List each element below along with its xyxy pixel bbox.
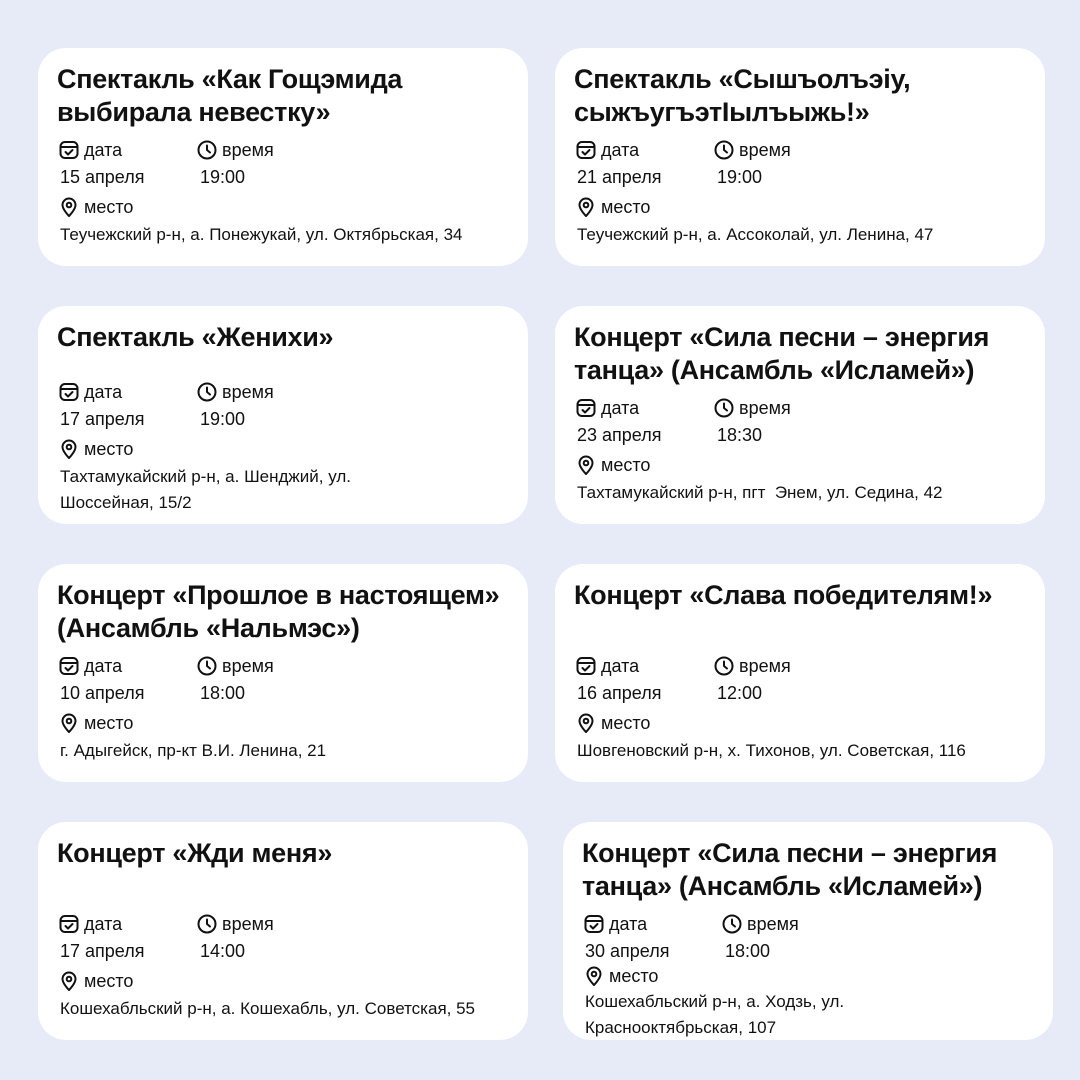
- location-pin-icon: [575, 196, 597, 218]
- time-label-text: время: [739, 139, 791, 160]
- date-label-text: дата: [84, 381, 123, 402]
- calendar-icon: [58, 655, 80, 677]
- place-label: [58, 969, 133, 993]
- time-label: [721, 912, 799, 936]
- event-card: [555, 306, 1045, 524]
- event-card: [563, 822, 1053, 1040]
- place-label: [58, 437, 133, 461]
- event-address: Тахтамукайский р-н, а. Шенджий, ул. Шоссейная, 15/2: [60, 467, 352, 512]
- calendar-icon: [58, 139, 80, 161]
- event-address: Теучежский р-н, а. Понежукай, ул. Октябрьская, 34: [60, 225, 463, 244]
- event-time: 12:00: [717, 683, 763, 703]
- clock-icon: [196, 913, 218, 935]
- time-label-text: время: [222, 655, 274, 676]
- calendar-icon: [58, 381, 80, 403]
- location-pin-icon: [575, 454, 597, 476]
- event-address: г. Адыгейск, пр-кт В.И. Ленина, 21: [60, 741, 327, 760]
- time-label-text: время: [739, 655, 791, 676]
- date-label-text: дата: [84, 139, 123, 160]
- event-card: [38, 48, 528, 266]
- date-label: [58, 380, 122, 404]
- event-title: Концерт «Жди меня»: [57, 838, 333, 868]
- place-label: [58, 711, 133, 735]
- clock-icon: [196, 381, 218, 403]
- event-card: [555, 564, 1045, 782]
- event-title: Концерт «Сила песни – энергия танца» (Ансамбль «Исламей»): [582, 838, 998, 901]
- event-title: Концерт «Прошлое в настоящем» (Ансамбль «Нальмэс»): [57, 580, 500, 643]
- place-label: [583, 964, 658, 988]
- location-pin-icon: [58, 970, 80, 992]
- location-pin-icon: [58, 196, 80, 218]
- date-label-text: дата: [601, 397, 640, 418]
- place-label-text: место: [84, 438, 134, 459]
- place-label: [58, 195, 133, 219]
- date-label-text: дата: [601, 139, 640, 160]
- location-pin-icon: [575, 712, 597, 734]
- place-label-text: место: [601, 196, 651, 217]
- event-date: 16 апреля: [577, 683, 662, 703]
- date-label: [575, 396, 639, 420]
- place-label-text: место: [601, 712, 651, 733]
- time-label-text: время: [222, 139, 274, 160]
- date-label: [575, 654, 639, 678]
- place-label: [575, 453, 650, 477]
- event-address: Теучежский р-н, а. Ассоколай, ул. Ленина, 47: [577, 225, 934, 244]
- event-title: Спектакль «Женихи»: [57, 322, 334, 352]
- time-label-text: время: [739, 397, 791, 418]
- time-label: [196, 380, 274, 404]
- clock-icon: [713, 655, 735, 677]
- calendar-icon: [583, 913, 605, 935]
- place-label-text: место: [601, 454, 651, 475]
- time-label-text: время: [222, 381, 274, 402]
- place-label: [575, 711, 650, 735]
- date-label-text: дата: [84, 655, 123, 676]
- event-time: 19:00: [717, 167, 763, 187]
- event-title: Концерт «Сила песни – энергия танца» (Ансамбль «Исламей»): [574, 322, 990, 385]
- event-card: [38, 306, 528, 524]
- event-address: Кошехабльский р-н, а. Ходзь, ул. Краснооктябрьская, 107: [585, 992, 845, 1037]
- place-label-text: место: [84, 196, 134, 217]
- date-label: [58, 654, 122, 678]
- event-time: 18:30: [717, 425, 763, 445]
- date-label-text: дата: [609, 913, 648, 934]
- location-pin-icon: [58, 712, 80, 734]
- event-time: 18:00: [200, 683, 246, 703]
- event-time: 19:00: [200, 167, 246, 187]
- date-label: [575, 138, 639, 162]
- clock-icon: [713, 139, 735, 161]
- event-date: 15 апреля: [60, 167, 145, 187]
- time-label-text: время: [747, 913, 799, 934]
- calendar-icon: [575, 397, 597, 419]
- calendar-icon: [575, 139, 597, 161]
- event-time: 19:00: [200, 409, 246, 429]
- time-label: [196, 912, 274, 936]
- place-label: [575, 195, 650, 219]
- place-label-text: место: [84, 970, 134, 991]
- event-date: 30 апреля: [585, 941, 670, 961]
- date-label: [58, 138, 122, 162]
- time-label-text: время: [222, 913, 274, 934]
- clock-icon: [713, 397, 735, 419]
- location-pin-icon: [583, 965, 605, 987]
- event-time: 18:00: [725, 941, 771, 961]
- calendar-icon: [58, 913, 80, 935]
- clock-icon: [196, 655, 218, 677]
- time-label: [713, 396, 791, 420]
- event-date: 17 апреля: [60, 409, 145, 429]
- calendar-icon: [575, 655, 597, 677]
- event-date: 21 апреля: [577, 167, 662, 187]
- event-title: Концерт «Слава победителям!»: [574, 580, 993, 610]
- event-time: 14:00: [200, 941, 246, 961]
- event-card: [555, 48, 1045, 266]
- event-title: Спектакль «Как Гощэмида выбирала невестку»: [57, 64, 403, 127]
- place-label-text: место: [84, 712, 134, 733]
- place-label-text: место: [609, 965, 659, 986]
- time-label: [713, 138, 791, 162]
- time-label: [713, 654, 791, 678]
- event-card: [38, 564, 528, 782]
- clock-icon: [721, 913, 743, 935]
- event-address: Шовгеновский р-н, х. Тихонов, ул. Советская, 116: [577, 741, 966, 760]
- date-label: [58, 912, 122, 936]
- date-label-text: дата: [84, 913, 123, 934]
- date-label: [583, 912, 647, 936]
- event-title: Спектакль «Сышъолъэіу, сыжъугъэтІылъыжь!»: [574, 64, 911, 127]
- event-date: 23 апреля: [577, 425, 662, 445]
- date-label-text: дата: [601, 655, 640, 676]
- event-date: 10 апреля: [60, 683, 145, 703]
- time-label: [196, 138, 274, 162]
- event-card: [38, 822, 528, 1040]
- clock-icon: [196, 139, 218, 161]
- location-pin-icon: [58, 438, 80, 460]
- event-address: Кошехабльский р-н, а. Кошехабль, ул. Советская, 55: [60, 999, 476, 1018]
- time-label: [196, 654, 274, 678]
- event-date: 17 апреля: [60, 941, 145, 961]
- event-address: Тахтамукайский р-н, пгт Энем, ул. Седина, 42: [577, 483, 943, 502]
